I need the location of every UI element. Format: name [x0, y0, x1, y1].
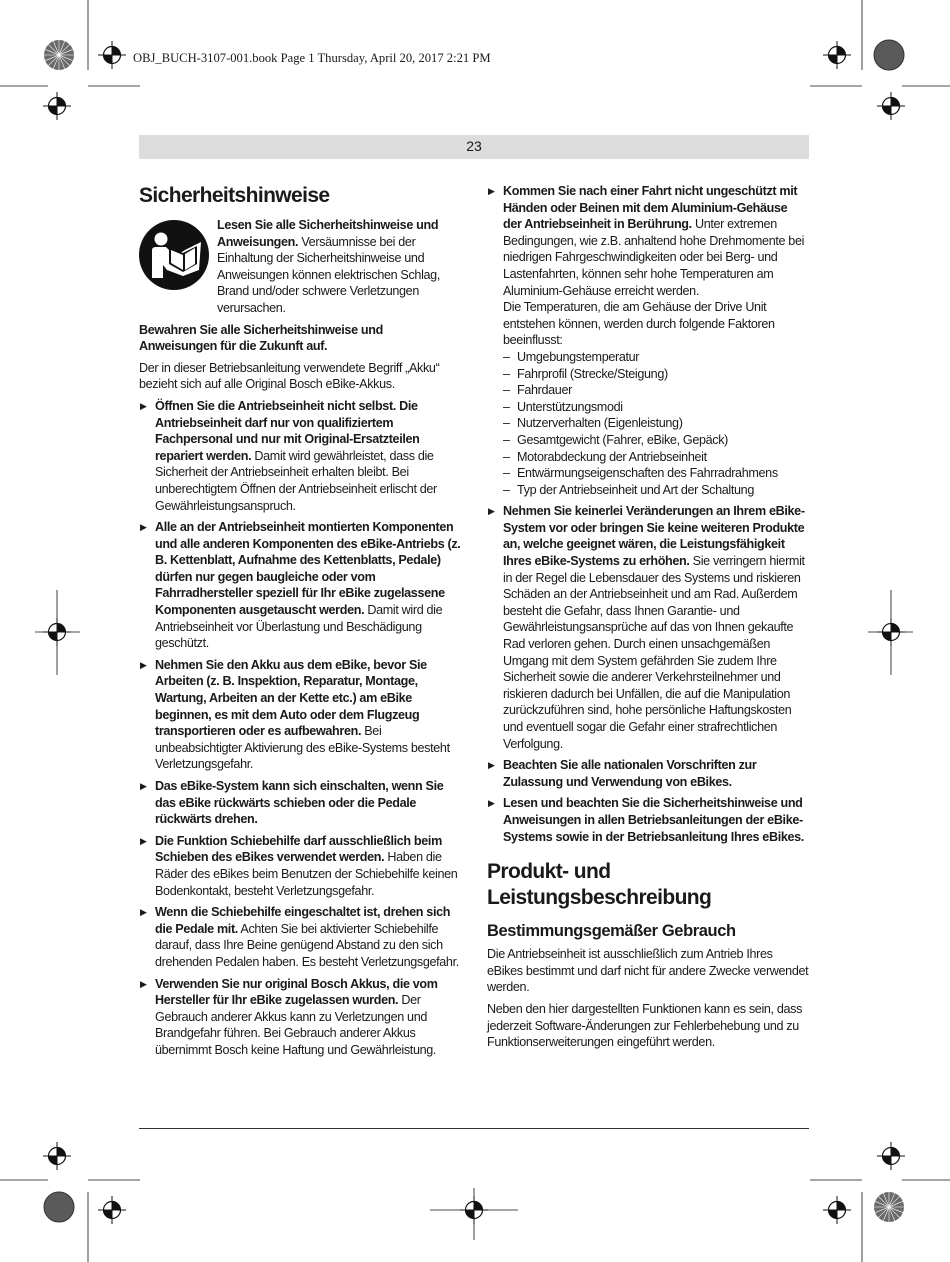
section-title: Sicherheitshinweise: [139, 184, 330, 207]
read-manual-icon: [139, 220, 209, 290]
list-item: [139, 398, 461, 514]
list-item: [487, 757, 809, 790]
keep-instructions: [139, 322, 461, 355]
book-header: OBJ_BUCH-3107-001.book Page 1 Thursday, April 20, 2017 2:21 PM: [133, 51, 491, 65]
intro-bold: Lesen Sie alle Sicherheitshinweise und Anweisungen.: [217, 218, 439, 249]
keep-bold: Bewahren Sie alle Sicherheitshinweise und Anweisungen für die Zukunft auf.: [139, 322, 383, 354]
product-section-title: Produkt- und Leistungsbeschreibung: [487, 860, 712, 910]
temperature-factors: [487, 349, 809, 503]
bullet-bold: Wenn die Schiebehilfe eingeschaltet ist, drehen sich die Pedale mit.: [155, 905, 451, 936]
page-number: 23: [466, 138, 482, 154]
list-item: [487, 183, 809, 299]
bullet-text: Der Gebrauch anderer Akkus kann zu Verletzungen und Brandgefahr führen. Bei Gebrauch anderer Akkus übernimmt Bosch keine Haftung und Gewährleistung.: [155, 993, 437, 1057]
list-item: [139, 976, 461, 1059]
factor-item: – Motorabdeckung der Antriebseinheit: [487, 449, 809, 466]
list-item: [139, 833, 461, 899]
list-item: [139, 904, 461, 970]
bullet-bold: Beachten Sie alle nationalen Vorschriften zur Zulassung und Verwendung von eBikes.: [503, 758, 757, 789]
list-item: [487, 795, 809, 845]
bullet-bold: Kommen Sie nach einer Fahrt nicht ungeschützt mit Händen oder Beinen mit dem Aluminium-Gehäuse der Antriebseinheit in Berührung.: [503, 184, 798, 232]
list-item: [139, 657, 461, 773]
page-number-bar: [139, 135, 809, 159]
factor-item: – Typ der Antriebseinheit und Art der Schaltung: [487, 482, 809, 499]
bullet-bold: Alle an der Antriebseinheit montierten Komponenten und alle anderen Komponenten des eBike-Antriebs (z. B. Kettenblatt, Aufnahme des Kettenblatts, Pedale) dürfen nur gegen baugleiche oder vom Fahrradhersteller speziell für Ihr eBike zugelassene Komponenten ausgetauscht werden.: [155, 520, 461, 618]
factor-item: – Fahrdauer: [487, 382, 809, 399]
intended-use-title: Bestimmungsgemäßer Gebrauch: [487, 922, 736, 941]
bullet-text: Haben die Räder des eBikes beim Benutzen der Schiebehilfe keinen Bodenkontakt, besteht Verletzungsgefahr.: [155, 850, 458, 898]
bullet-text: Unter extremen Bedingungen, wie z.B. anhaltend hohe Drehmomente bei niedrigen Fahrgeschwindigkeiten oder bei Berg- und Lastenfahrten, können sehr hohe Temperaturen am Aluminium-Gehäuse erreicht werden.: [503, 217, 805, 298]
bullet-text: Achten Sie bei aktivierter Schiebehilfe darauf, dass Ihre Beine genügend Abstand zu den sich drehenden Pedalen haben. Es besteht Verletzungsgefahr.: [155, 921, 459, 969]
bullet-text: Bei unbeabsichtigter Aktivierung des eBike-Systems besteht Verletzungsgefahr.: [155, 724, 450, 772]
list-item: [139, 519, 461, 652]
software-changes-paragraph: Neben den hier dargestellten Funktionen kann es sein, dass jederzeit Software-Änderungen zur Fehlerbehebung und zu Funktionserweiterungen eingeführt werden.: [487, 1001, 803, 1050]
left-column: [139, 183, 461, 1064]
bullet-bold: Nehmen Sie keinerlei Veränderungen an Ihrem eBike-System vor oder bringen Sie keine weiteren Produkte an, welche geeignet wären, die Leistungsfähigkeit Ihres eBike-Systems zu erhöhen.: [503, 504, 805, 569]
factor-item: – Unterstützungsmodi: [487, 399, 809, 416]
akku-definition: Der in dieser Betriebsanleitung verwendete Begriff „Akku“ bezieht sich auf alle Original Bosch eBike-Akkus.: [139, 360, 440, 392]
bullet-text: Damit wird die Antriebseinheit vor Überlastung und Beschädigung geschützt.: [155, 603, 443, 651]
bullet-bold: Das eBike-System kann sich einschalten, wenn Sie das eBike rückwärts schieben oder die Pedale rückwärts drehen.: [155, 779, 444, 827]
bullet-bold: Nehmen Sie den Akku aus dem eBike, bevor Sie Arbeiten (z. B. Inspektion, Reparatur, Montage, Wartung, Arbeiten an der Kette etc.) am eBike beginnen, es mit dem Auto oder dem Flugzeug transportieren oder es aufbewahren.: [155, 657, 427, 739]
factor-item: – Nutzerverhalten (Eigenleistung): [487, 415, 809, 432]
temperature-intro: Die Temperaturen, die am Gehäuse der Drive Unit entstehen können, werden durch folgende Faktoren beeinflusst:: [503, 300, 775, 348]
bullet-text: Damit wird gewährleistet, dass die Sicherheit der Antriebseinheit erhalten bleibt. Bei unberechtigtem Öffnen der Antriebseinheit erlischt der Gewährleistungsanspruch.: [155, 448, 437, 513]
intended-use-paragraph: Die Antriebseinheit ist ausschließlich zum Antrieb Ihres eBikes bestimmt und darf nicht für andere Zwecke verwendet werden.: [487, 947, 809, 995]
factor-item: – Entwärmungseigenschaften des Fahrradrahmens: [487, 465, 809, 482]
bullet-bold: Verwenden Sie nur original Bosch Akkus, die vom Hersteller für Ihr eBike zugelassen wurden.: [155, 976, 438, 1008]
bullet-text: Sie verringern hiermit in der Regel die Lebensdauer des Systems und riskieren Schäden an der Antriebseinheit und am Rad. Außerdem besteht die Gefahr, dass Ihnen Garantie- und Gewährleistungsansprüche auf das von Ihnen gekaufte Rad verloren gehen. Durch einen unsachgemäßen Umgang mit dem System gefährden Sie zudem Ihre Sicherheit sowie die anderer Verkehrsteilnehmer und riskieren dadurch bei Unfällen, die auf die Manipulation zurückzuführen sind, hohe persönliche Haftungskosten und eventuell sogar die Gefahr einer strafrechtlichen Verfolgung.: [503, 554, 805, 751]
intro-text: [217, 217, 461, 317]
list-item: [487, 503, 809, 752]
factor-item: – Umgebungstemperatur: [487, 349, 809, 366]
factor-item: – Gesamtgewicht (Fahrer, eBike, Gepäck): [487, 432, 809, 449]
right-column: [487, 183, 809, 1056]
footer-rule: [139, 1128, 809, 1129]
intro-regular: Versäumnisse bei der Einhaltung der Sicherheitshinweise und Anweisungen können elektrischen Schlag, Brand und/oder schwere Verletzungen verursachen.: [217, 234, 440, 315]
list-item: [139, 778, 461, 828]
factor-item: – Fahrprofil (Strecke/Steigung): [487, 366, 809, 383]
intro-block: [139, 217, 461, 317]
bullet-bold: Lesen und beachten Sie die Sicherheitshinweise und Anweisungen in allen Betriebsanleitungen der eBike-Systems sowie in der Betriebsanleitung Ihres eBikes.: [503, 796, 804, 844]
bullet-bold: Öffnen Sie die Antriebseinheit nicht selbst. Die Antriebseinheit darf nur von qualifiziertem Fachpersonal und nur mit Original-Ersatzteilen repariert werden.: [155, 398, 420, 463]
bullet-bold: Die Funktion Schiebehilfe darf ausschließlich beim Schieben des eBikes verwendet werden.: [155, 833, 442, 865]
